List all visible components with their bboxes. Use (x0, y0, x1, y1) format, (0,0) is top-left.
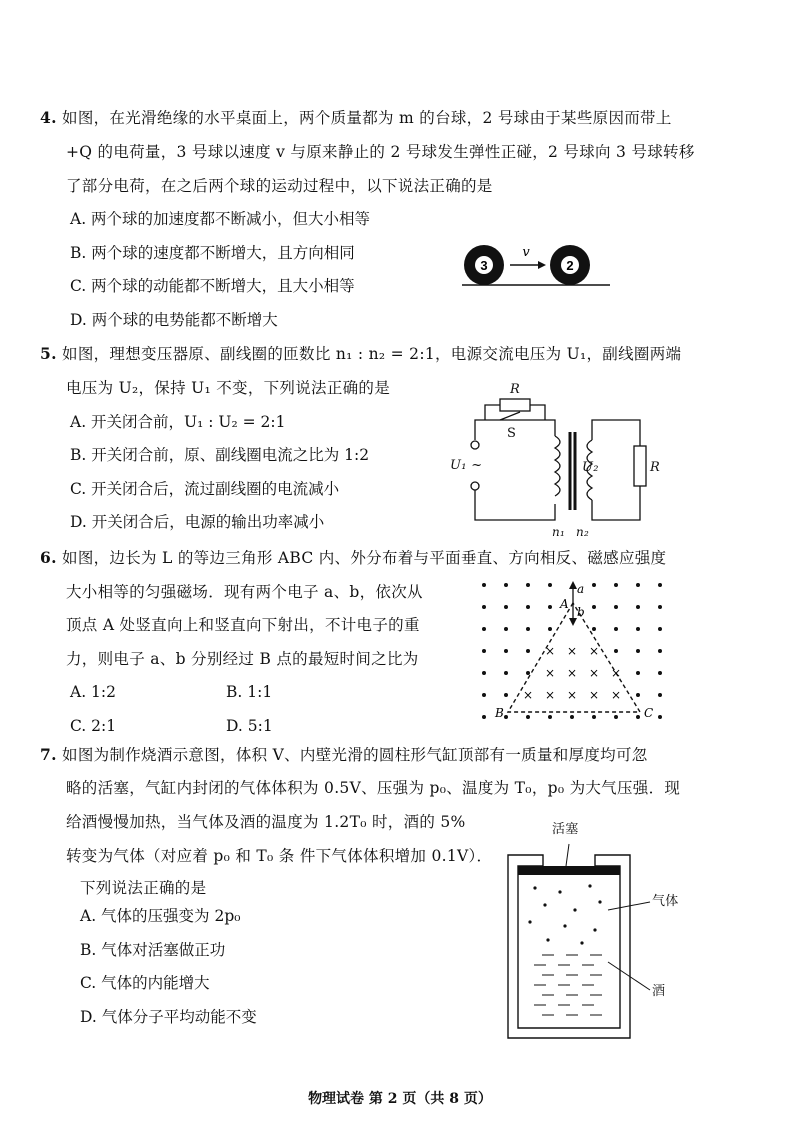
q7-stem-line-3: 给酒慢慢加热，当气体及酒的温度为 1.2T₀ 时，酒的 5% (66, 813, 466, 831)
field-cross: × (566, 688, 578, 702)
q7-label-gas: 气体 (652, 894, 679, 909)
q5-stem-line-2: 电压为 U₂，保持 U₁ 不变，下列说法正确的是 (66, 379, 391, 397)
q4-number: 4. (40, 108, 57, 127)
q7-option-a[interactable]: A. 气体的压强变为 2p₀ (80, 907, 241, 925)
q5-number: 5. (40, 344, 57, 363)
gas-molecule (593, 928, 596, 931)
q5-option-c[interactable]: C. 开关闭合后，流过副线圈的电流减小 (70, 480, 340, 498)
gas-molecule (563, 924, 566, 927)
q4-option-d[interactable]: D. 两个球的电势能都不断增大 (70, 311, 278, 329)
q4-option-b[interactable]: B. 两个球的速度都不断增大，且方向相同 (70, 244, 355, 262)
q6-option-c[interactable]: C. 2:1 (70, 717, 117, 735)
q7-stem-line-2: 略的活塞，气缸内封闭的气体体积为 0.5V、压强为 p₀、温度为 T₀，p₀ 为大气压强．现 (66, 779, 681, 797)
q7-option-d[interactable]: D. 气体分子平均动能不变 (80, 1008, 257, 1026)
q6-stem-line-2: 大小相等的匀强磁场．现有两个电子 a、b，依次从 (66, 583, 423, 601)
label-b: b (577, 605, 585, 619)
gas-molecule (573, 908, 576, 911)
field-cross: × (610, 688, 622, 702)
q7-stem-line-5: 下列说法正确的是 (80, 879, 207, 897)
q5-label-switch: S (507, 426, 517, 441)
q7-stem-line-4: 转变为气体（对应着 p₀ 和 T₀ 条 件下气体体积增加 0.1V）． (66, 847, 493, 865)
q5-stem-line-1: 5. 如图，理想变压器原、副线圈的匝数比 n₁ : n₂ = 2:1，电源交流电压为 U₁，副线圈两端 (40, 344, 682, 363)
q5-label-n1: n₁ (552, 525, 566, 539)
q4-stem-line-1: 4. 如图，在光滑绝缘的水平桌面上，两个质量都为 m 的台球，2 号球由于某些原因而带上 (40, 108, 672, 127)
q5-label-r-right: R (650, 460, 661, 475)
page-footer: 物理试卷 第 2 页（共 8 页） (308, 1091, 492, 1107)
q7-label-piston: 活塞 (552, 822, 579, 837)
q6-stem-line-4: 力，则电子 a、b 分别经过 B 点的最短时间之比为 (66, 650, 419, 668)
vertex-c-label: C (644, 706, 654, 720)
q7-option-c[interactable]: C. 气体的内能增大 (80, 974, 210, 992)
q7-option-b[interactable]: B. 气体对活塞做正功 (80, 941, 226, 959)
q4-stem-line-2: +Q 的电荷量，3 号球以速度 v 与原来静止的 2 号球发生弹性正碰，2 号球向 3 号球转移 (66, 143, 695, 161)
q4-option-c[interactable]: C. 两个球的动能都不断增大，且大小相等 (70, 277, 355, 295)
q5-label-n2: n₂ (576, 525, 590, 539)
field-cross: × (588, 666, 600, 680)
field-cross: × (544, 666, 556, 680)
field-cross: × (544, 644, 556, 658)
gas-molecule (558, 890, 561, 893)
field-cross: × (544, 688, 556, 702)
q5-option-a[interactable]: A. 开关闭合前，U₁ : U₂ = 2:1 (70, 413, 286, 431)
piston-pointer (566, 844, 569, 866)
label-a: a (577, 582, 585, 596)
q6-number: 6. (40, 548, 57, 567)
velocity-label: v (522, 245, 530, 260)
gas-molecule (546, 938, 549, 941)
field-cross: × (610, 666, 622, 680)
vertex-b-label: B (495, 706, 504, 720)
q6-option-b[interactable]: B. 1:1 (226, 683, 273, 701)
gas-molecule (598, 900, 601, 903)
q4-stem-line-3: 了部分电荷，在之后两个球的运动过程中，以下说法正确的是 (66, 177, 493, 195)
gas-molecule (543, 903, 546, 906)
ball-2-label: 2 (566, 258, 574, 273)
q5-option-b[interactable]: B. 开关闭合前，原、副线圈电流之比为 1:2 (70, 446, 370, 464)
ball-3-label: 3 (480, 258, 488, 273)
field-cross: × (588, 644, 600, 658)
gas-molecule (533, 886, 536, 889)
q4-option-a[interactable]: A. 两个球的加速度都不断减小，但大小相等 (70, 210, 371, 228)
q7-number: 7. (40, 745, 57, 764)
q7-stem-line-1: 7. 如图为制作烧酒示意图，体积 V、内壁光滑的圆柱形气缸顶部有一质量和厚度均可忽 (40, 745, 648, 764)
q5-label-u1: U₁ ~ (450, 458, 483, 473)
gas-molecule (588, 884, 591, 887)
gas-molecule (580, 941, 583, 944)
field-cross: × (566, 644, 578, 658)
q6-stem-line-3: 顶点 A 处竖直向上和竖直向下射出，不计电子的重 (66, 616, 420, 634)
field-cross: × (566, 666, 578, 680)
vertex-a-label: A (560, 597, 569, 611)
piston (518, 866, 620, 875)
q5-label-r-top: R (510, 382, 521, 397)
q7-label-wine: 酒 (652, 984, 666, 999)
q6-option-d[interactable]: D. 5:1 (226, 717, 273, 735)
q5-option-d[interactable]: D. 开关闭合后，电源的输出功率减小 (70, 513, 325, 531)
q6-stem-line-1: 6. 如图，边长为 L 的等边三角形 ABC 内、外分布着与平面垂直、方向相反、磁感应强度 (40, 548, 667, 567)
field-cross: × (588, 688, 600, 702)
gas-molecule (528, 920, 531, 923)
q5-label-u2: U₂ (582, 460, 599, 475)
gas-and-wine-marks (528, 884, 602, 1015)
q6-option-a[interactable]: A. 1:2 (70, 683, 116, 701)
field-cross: × (522, 688, 534, 702)
cylinder-wall (508, 855, 630, 1038)
